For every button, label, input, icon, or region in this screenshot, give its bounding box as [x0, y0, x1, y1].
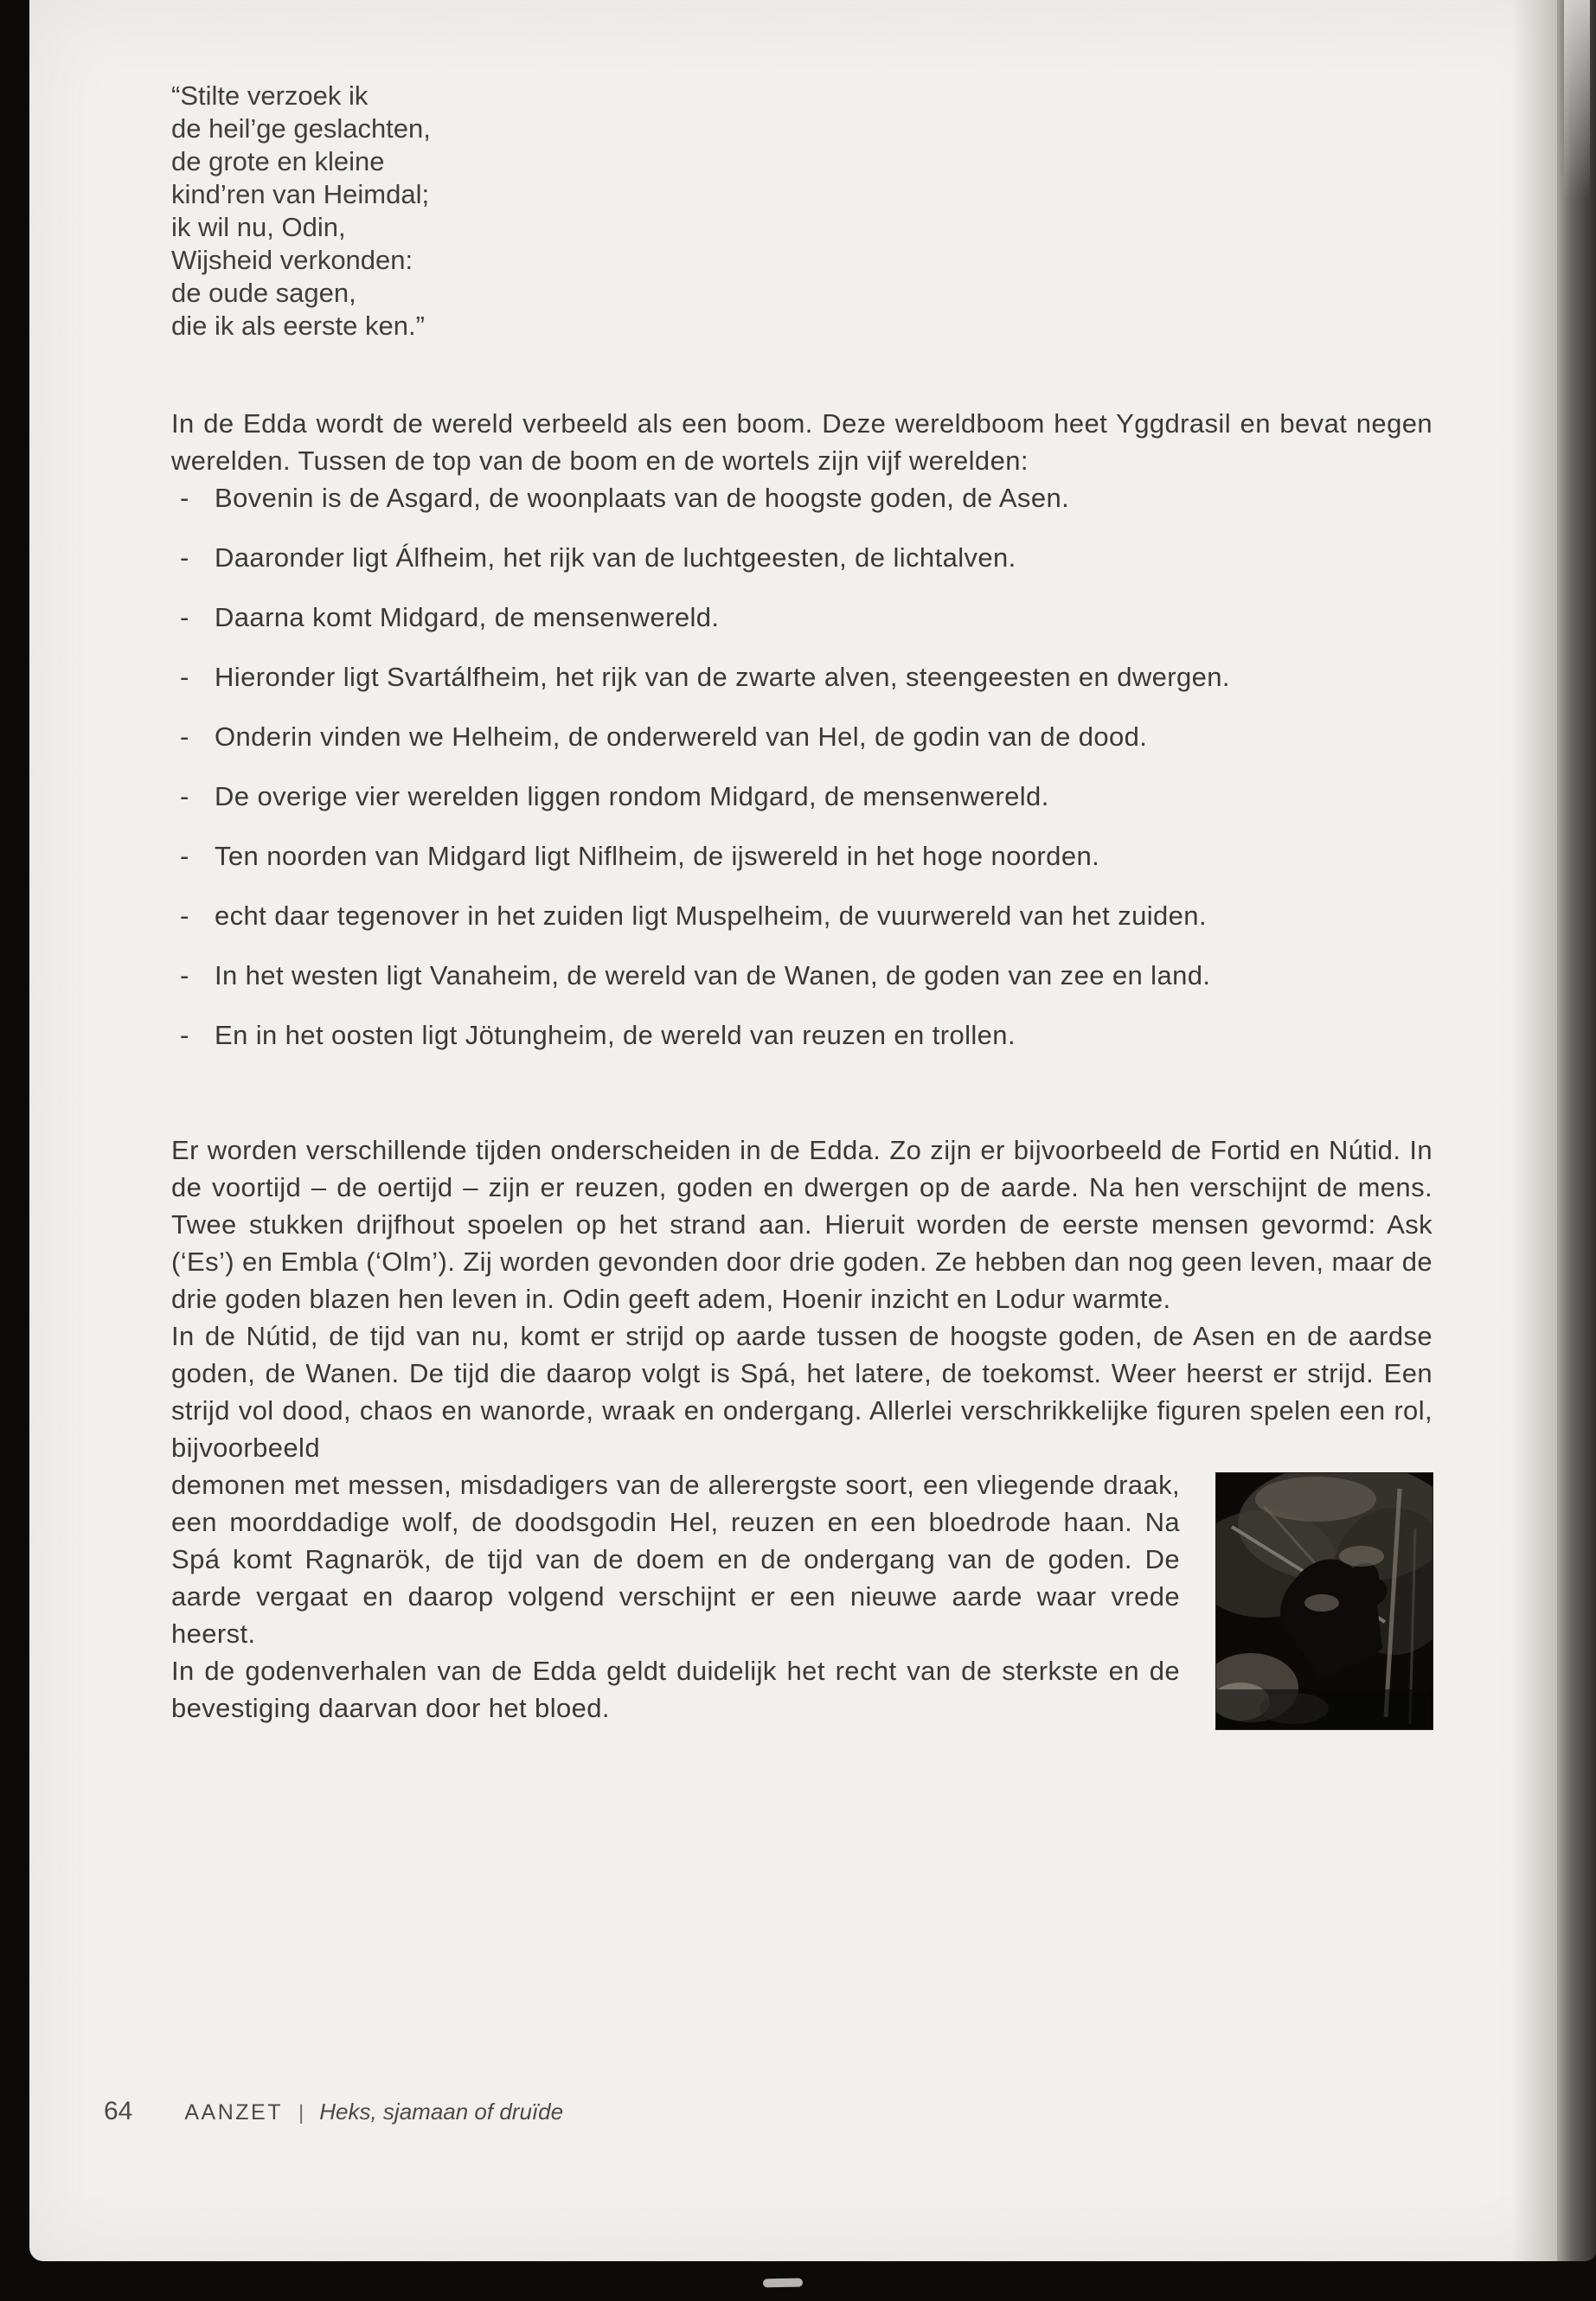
- list-item-text: In het westen ligt Vanaheim, de wereld van de Wanen, de goden van zee en land.: [215, 960, 1211, 990]
- list-item-text: Daarna komt Midgard, de mensenwereld.: [215, 602, 720, 632]
- wrap-section: [171, 1466, 1433, 1738]
- paragraph-tijden: Er worden verschillende tijden onderscheiden in de Edda. Zo zijn er bijvoorbeeld de Fortid en Nútid. In de voortijd – de oertijd – zijn er reuzen, goden en dwergen op de aarde. Na hen verschijnt de mens. Twee stukken drijfhout spoelen op het strand aan. Hieruit worden de eerste mensen gevormd: Ask (‘Es’) en Embla (‘Olm’). Zij worden gevonden door drie goden. Ze hebben dan nog geen leven, maar de drie goden blazen hen leven in. Odin geeft adem, Hoenir inzicht en Lodur warmte.: [171, 1135, 1433, 1314]
- list-dash: -: [180, 901, 189, 931]
- page-corner-highlight: [1564, 0, 1590, 199]
- page-shadow-edge: [1557, 0, 1596, 2261]
- list-item: [171, 599, 1433, 636]
- poem-block: [171, 80, 1433, 343]
- list-item: [171, 837, 1433, 875]
- list-item-text: Ten noorden van Midgard ligt Niflheim, de ijswereld in het hoge noorden.: [215, 841, 1100, 871]
- page-number: 64: [104, 2097, 133, 2125]
- text-column: [171, 0, 1433, 1738]
- list-dash: -: [180, 483, 189, 513]
- list-item-text: Daaronder ligt Álfheim, het rijk van de luchtgeesten, de lichtalven.: [215, 542, 1016, 573]
- poem-line: de grote en kleine: [171, 146, 385, 176]
- list-item-text: Hieronder ligt Svartálfheim, het rijk van de zwarte alven, steengeesten en dwergen.: [215, 662, 1230, 692]
- poem-line: die ik als eerste ken.”: [171, 311, 425, 341]
- page-footer: [104, 2097, 563, 2126]
- paragraph-godenverhalen: In de godenverhalen van de Edda geldt duidelijk het recht van de sterkste en de bevestiging daarvan door het bloed.: [171, 1656, 1180, 1723]
- intro-paragraph: In de Edda wordt de wereld verbeeld als een boom. Deze wereldboom heet Yggdrasil en bevat negen werelden. Tussen de top van de boom en de wortels zijn vijf werelden:: [171, 408, 1433, 476]
- footer-separator: |: [298, 2101, 304, 2125]
- footer-book-title: Heks, sjamaan of druïde: [319, 2099, 564, 2125]
- list-item: [171, 778, 1433, 815]
- worlds-list: [171, 479, 1433, 1054]
- poem-line: de oude sagen,: [171, 278, 356, 308]
- poem-line: ik wil nu, Odin,: [171, 212, 346, 242]
- list-item: [171, 897, 1433, 934]
- list-dash: -: [180, 841, 189, 871]
- ragnarok-photo: [1216, 1473, 1433, 1729]
- list-dash: -: [180, 602, 189, 632]
- list-item: [171, 957, 1433, 994]
- list-item: [171, 539, 1433, 576]
- poem-line: “Stilte verzoek ik: [171, 80, 369, 111]
- list-dash: -: [180, 542, 189, 573]
- list-item-text: De overige vier werelden liggen rondom Midgard, de mensenwereld.: [215, 781, 1049, 811]
- poem-line: de heil’ge geslachten,: [171, 113, 431, 144]
- list-item-text: Onderin vinden we Helheim, de onderwereld van Hel, de godin van de dood.: [215, 721, 1148, 752]
- list-item-text: echt daar tegenover in het zuiden ligt Muspelheim, de vuurwereld van het zuiden.: [215, 901, 1207, 931]
- poem-line: kind’ren van Heimdal;: [171, 179, 430, 209]
- list-dash: -: [180, 781, 189, 811]
- list-dash: -: [180, 960, 189, 990]
- list-item: [171, 479, 1433, 516]
- list-item-text: En in het oosten ligt Jötungheim, de wereld van reuzen en trollen.: [215, 1020, 1016, 1050]
- list-dash: -: [180, 1020, 189, 1050]
- scan-bottom-speck: [763, 2279, 803, 2288]
- paragraph-nutid-start: In de Nútid, de tijd van nu, komt er strijd op aarde tussen de hoogste goden, de Asen en de aardse goden, de Wanen. De tijd die daarop volgt is Spá, het latere, de toekomst. Weer heerst er strijd. Een strijd vol dood, chaos en wanorde, wraak en ondergang. Allerlei verschrikkelijke figuren spelen een rol, bijvoorbeeld: [171, 1321, 1433, 1463]
- footer-series-label: AANZET: [184, 2100, 283, 2125]
- book-page: [29, 0, 1567, 2261]
- list-dash: -: [180, 662, 189, 692]
- list-item: [171, 1016, 1433, 1054]
- list-item: [171, 658, 1433, 695]
- list-item: [171, 718, 1433, 755]
- poem-line: Wijsheid verkonden:: [171, 245, 413, 275]
- paragraph-nutid-wrap: demonen met messen, misdadigers van de allerergste soort, een vliegende draak, een moorddadige wolf, de doodsgodin Hel, reuzen en een bloedrode haan. Na Spá komt Ragnarök, de tijd van de doem en de ondergang van de goden. De aarde vergaat en daarop volgend verschijnt er een nieuwe aarde waar vrede heerst.: [171, 1470, 1180, 1649]
- list-dash: -: [180, 721, 189, 752]
- page-stack-edge: [1512, 0, 1557, 2261]
- list-item-text: Bovenin is de Asgard, de woonplaats van de hoogste goden, de Asen.: [215, 483, 1070, 513]
